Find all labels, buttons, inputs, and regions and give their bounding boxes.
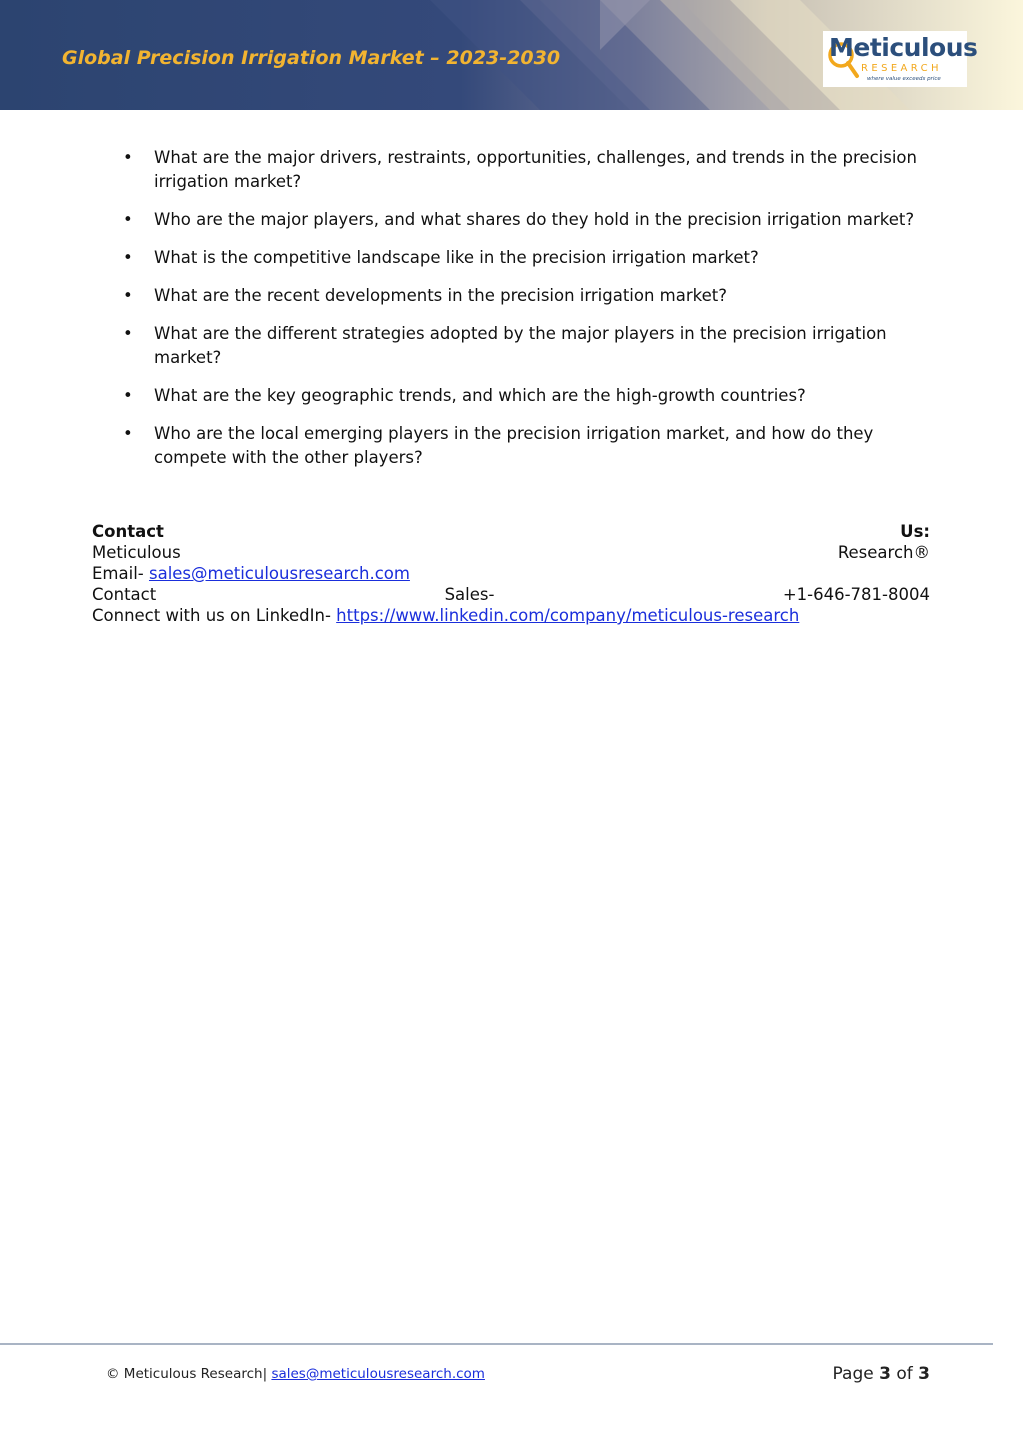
list-item	[92, 422, 932, 470]
question-text: Who are the local emerging players in the precision irrigation market, and how do they compete with the other players?	[154, 424, 874, 467]
company-row	[92, 542, 930, 563]
bullet: •	[123, 324, 133, 343]
company-name-left: Meticulous	[92, 543, 181, 562]
list-item	[92, 208, 932, 232]
contact-section	[92, 521, 930, 626]
sales-label-mid: Sales-	[444, 585, 495, 604]
header-banner	[0, 0, 1023, 110]
list-item	[92, 322, 932, 370]
list-item	[92, 246, 932, 270]
question-text: What is the competitive landscape like in the precision irrigation market?	[154, 248, 759, 267]
question-text: What are the key geographic trends, and which are the high-growth countries?	[154, 386, 806, 405]
copyright-text: © Meticulous Research|	[106, 1366, 268, 1382]
page-word: Page	[832, 1364, 874, 1384]
logo-subtitle: RESEARCH	[861, 63, 942, 74]
bullet: •	[123, 148, 133, 167]
list-item	[92, 284, 932, 308]
question-text: What are the recent developments in the precision irrigation market?	[154, 286, 727, 305]
document-title: Global Precision Irrigation Market – 2023-2030	[62, 47, 561, 69]
company-logo	[823, 31, 978, 87]
email-row	[92, 563, 930, 584]
sales-row	[92, 584, 930, 605]
list-item	[92, 146, 932, 194]
linkedin-label: Connect with us on LinkedIn-	[92, 606, 331, 625]
question-text: What are the different strategies adopted by the major players in the precision irrigation market?	[154, 324, 887, 367]
question-list	[92, 146, 932, 484]
bullet: •	[123, 210, 133, 229]
email-link[interactable]: sales@meticulousresearch.com	[148, 564, 410, 583]
bullet: •	[123, 248, 133, 267]
bullet: •	[123, 386, 133, 405]
contact-heading-row	[92, 521, 930, 542]
company-name-right: Research®	[837, 543, 930, 562]
logo-word: Meticulous	[829, 33, 978, 62]
logo-tagline: where value exceeds price	[867, 76, 941, 82]
list-item	[92, 384, 932, 408]
email-label: Email-	[92, 564, 144, 583]
page-of: of	[896, 1364, 913, 1384]
contact-heading: Contact	[92, 522, 164, 541]
sales-label-left: Contact	[92, 585, 157, 604]
question-text: Who are the major players, and what shares do they hold in the precision irrigation market?	[154, 210, 915, 229]
page-total: 3	[918, 1364, 930, 1384]
contact-heading-us: Us:	[900, 522, 930, 541]
footer-copyright	[106, 1366, 485, 1382]
sales-phone: +1-646-781-8004	[782, 585, 930, 604]
question-text: What are the major drivers, restraints, opportunities, challenges, and trends in the precision irrigation market?	[154, 148, 917, 191]
bullet: •	[123, 286, 133, 305]
footer-email-link[interactable]: sales@meticulousresearch.com	[271, 1366, 485, 1382]
bullet: •	[123, 424, 133, 443]
page-number	[833, 1364, 930, 1384]
footer-divider	[0, 1343, 993, 1345]
linkedin-row	[92, 605, 930, 626]
linkedin-link[interactable]: https://www.linkedin.com/company/meticulous-research	[336, 606, 800, 625]
page-current: 3	[879, 1364, 891, 1384]
